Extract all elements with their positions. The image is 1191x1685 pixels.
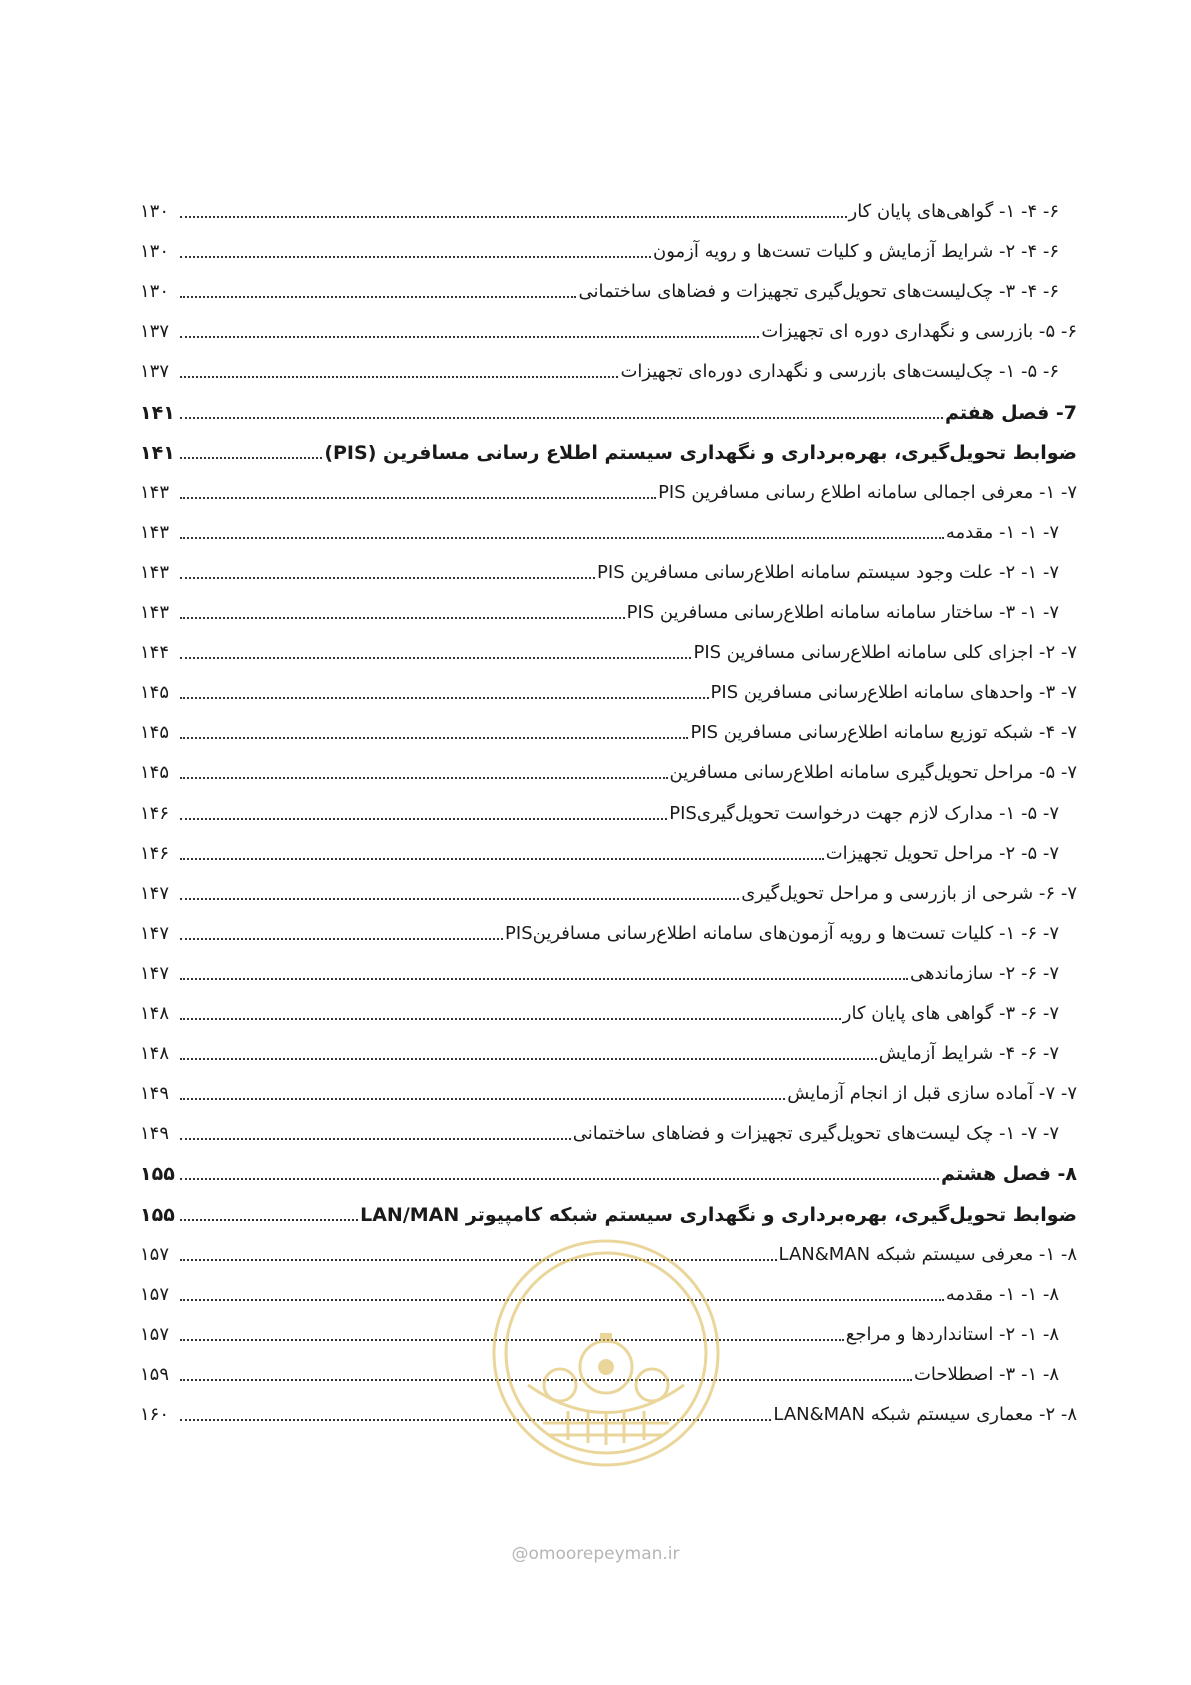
toc-entry-title: ۷- ۱- ۳- ساختار سامانه سامانه اطلاع‌رسانی مسافرین PIS	[626, 602, 1059, 623]
toc-entry[interactable]	[140, 314, 1077, 344]
toc-entry-title: ۶- ۵- بازرسی و نگهداری دوره ای تجهیزات	[761, 321, 1077, 343]
toc-dot-leader	[180, 897, 739, 900]
toc-entry-page: ۱۴۳	[140, 481, 170, 503]
toc-entry[interactable]	[140, 515, 1077, 545]
toc-entry-page: ۱۴۶	[140, 802, 170, 824]
toc-entry-page: ۱۳۰	[140, 201, 170, 222]
toc-entry-title: ۸- ۲- معماری سیستم شبکه LAN&MAN	[773, 1404, 1077, 1425]
toc-entry[interactable]	[140, 274, 1077, 304]
toc-entry[interactable]	[140, 1036, 1077, 1066]
toc-dot-leader	[180, 335, 759, 338]
toc-dot-leader	[180, 576, 595, 579]
toc-entry[interactable]	[140, 796, 1077, 826]
toc-dot-leader	[180, 1137, 571, 1140]
toc-entry[interactable]	[140, 1116, 1077, 1146]
toc-entry[interactable]	[140, 475, 1077, 505]
toc-entry-page: ۱۵۵	[140, 1163, 175, 1186]
toc-entry-title: ۶- ۴- ۳- چک‌لیست‌های تحویل‌گیری تجهیزات و فضاهای ساختمانی	[578, 281, 1059, 303]
toc-dot-leader	[180, 656, 691, 659]
toc-entry-title: ضوابط تحویل‌گیری، بهره‌برداری و نگهداری سیستم اطلاع رسانی مسافرین (PIS)	[324, 441, 1077, 464]
toc-entry-title: ۷- ۷- آماده سازی قبل از انجام آزمایش	[787, 1083, 1077, 1105]
toc-entry-page: ۱۴۹	[140, 1123, 170, 1145]
toc-entry[interactable]	[140, 354, 1077, 384]
toc-entry[interactable]	[140, 555, 1077, 585]
toc-dot-leader	[180, 295, 576, 298]
toc-entry[interactable]	[140, 715, 1077, 745]
toc-entry-title: ۷- ۱- ۱- مقدمه	[945, 521, 1059, 543]
toc-entry-title: ۷- ۶- ۴- شرایط آزمایش	[878, 1043, 1059, 1065]
toc-entry-page: ۱۴۶	[140, 842, 170, 864]
toc-entry-title: ضوابط تحویل‌گیری، بهره‌برداری و نگهداری سیستم شبکه کامپیوتر LAN/MAN	[360, 1203, 1077, 1226]
toc-entry[interactable]	[140, 996, 1077, 1026]
toc-entry[interactable]	[140, 755, 1077, 785]
toc-entry-page: ۱۵۵	[140, 1203, 175, 1226]
toc-entry-page: ۱۳۷	[140, 321, 170, 343]
toc-entry-page: ۱۴۸	[140, 1003, 170, 1024]
toc-entry[interactable]	[140, 395, 1077, 425]
watermark-url: @omoorepeyman.ir	[511, 1544, 680, 1564]
watermark-seal-icon	[488, 1235, 724, 1471]
toc-entry-page: ۱۴۷	[140, 962, 170, 984]
toc-entry[interactable]	[140, 635, 1077, 665]
toc-entry[interactable]	[140, 956, 1077, 986]
toc-entry-title: ۶- ۴- ۲- شرایط آزمایش و کلیات تست‌ها و رویه آزمون	[653, 241, 1059, 263]
toc-dot-leader	[180, 1097, 785, 1100]
toc-entry-title: ۸- ۱- ۳- اصطلاحات	[913, 1363, 1059, 1385]
toc-entry-page: ۱۴۱	[140, 441, 175, 464]
toc-dot-leader	[180, 416, 943, 419]
toc-dot-leader	[180, 255, 651, 258]
toc-entry-title: 7- فصل هفتم	[945, 401, 1077, 424]
toc-entry-page: ۱۳۷	[140, 361, 170, 383]
toc-entry-page: ۱۴۵	[140, 762, 170, 784]
toc-entry-title: ۶- ۵- ۱- چک‌لیست‌های بازرسی و نگهداری دوره‌ای تجهیزات	[620, 361, 1059, 383]
toc-entry[interactable]	[140, 916, 1077, 946]
toc-entry-page: ۱۵۹	[140, 1363, 170, 1385]
toc-entry-page: ۱۴۳	[140, 602, 170, 623]
toc-entry-page: ۱۴۴	[140, 642, 170, 664]
toc-entry[interactable]	[140, 1076, 1077, 1106]
toc-entry-page: ۱۵۷	[140, 1283, 170, 1305]
toc-entry[interactable]	[140, 194, 1077, 224]
toc-entry-title: ۸- ۱- معرفی سیستم شبکه LAN&MAN	[778, 1243, 1077, 1265]
toc-dot-leader	[180, 1218, 358, 1221]
toc-dot-leader	[180, 375, 618, 378]
toc-entry-page: ۱۴۳	[140, 561, 170, 583]
toc-entry-title: ۷- ۶- ۱- کلیات تست‌ها و رویه آزمون‌های سامانه اطلاع‌رسانی مسافرینPIS	[505, 922, 1059, 944]
toc-entry-page: ۱۴۹	[140, 1083, 170, 1105]
toc-entry[interactable]	[140, 1197, 1077, 1227]
toc-dot-leader	[180, 1057, 877, 1060]
toc-entry-page: ۱۳۰	[140, 241, 170, 263]
toc-entry-title: ۷- ۵- ۱- مدارک لازم جهت درخواست تحویل‌گیریPIS	[669, 802, 1059, 824]
toc-entry[interactable]	[140, 836, 1077, 866]
toc-entry-page: ۱۴۵	[140, 682, 170, 704]
toc-entry-title: ۷- ۱- ۲- علت وجود سیستم سامانه اطلاع‌رسانی مسافرین PIS	[597, 561, 1059, 583]
toc-dot-leader	[180, 977, 908, 980]
toc-entry-page: ۱۶۰	[140, 1404, 170, 1425]
toc-entry-title: ۷- ۶- شرحی از بازرسی و مراحل تحویل‌گیری	[741, 882, 1077, 904]
toc-entry-title: ۷- ۱- معرفی اجمالی سامانه اطلاع رسانی مسافرین PIS	[658, 481, 1077, 503]
toc-dot-leader	[180, 857, 824, 860]
toc-entry-title: ۸- ۱- ۱- مقدمه	[945, 1283, 1059, 1305]
toc-entry-page: ۱۵۷	[140, 1323, 170, 1345]
toc-entry-page: ۱۴۷	[140, 882, 170, 904]
toc-entry[interactable]	[140, 876, 1077, 906]
toc-entry-title: ۷- ۳- واحدهای سامانه اطلاع‌رسانی مسافرین PIS	[710, 682, 1077, 704]
toc-dot-leader	[180, 496, 656, 499]
toc-dot-leader	[180, 215, 847, 218]
toc-entry[interactable]	[140, 234, 1077, 264]
toc-entry-title: ۷- ۷- ۱- چک لیست‌های تحویل‌گیری تجهیزات و فضاهای ساختمانی	[572, 1123, 1059, 1145]
toc-entry-page: ۱۴۸	[140, 1043, 170, 1065]
toc-dot-leader	[180, 456, 322, 459]
toc-entry-page: ۱۳۰	[140, 281, 170, 303]
toc-entry[interactable]	[140, 435, 1077, 465]
toc-entry-title: ۸- فصل هشتم	[940, 1163, 1077, 1186]
toc-entry-title: ۷- ۶- ۲- سازماندهی	[909, 962, 1059, 984]
toc-entry-title: ۷- ۴- شبکه توزیع سامانه اطلاع‌رسانی مسافرین PIS	[690, 722, 1077, 744]
toc-entry-title: ۷- ۵- مراحل تحویل‌گیری سامانه اطلاع‌رسانی مسافرین	[669, 762, 1077, 784]
toc-entry-page: ۱۴۳	[140, 521, 170, 543]
toc-dot-leader	[180, 1177, 939, 1180]
toc-entry-page: ۱۴۱	[140, 401, 175, 424]
toc-entry-title: ۸- ۱- ۲- استانداردها و مراجع	[845, 1323, 1059, 1345]
toc-dot-leader	[180, 736, 688, 739]
toc-entry[interactable]	[140, 595, 1077, 625]
toc-entry[interactable]	[140, 675, 1077, 705]
toc-entry-title: ۶- ۴- ۱- گواهی‌های پایان کار	[848, 201, 1059, 222]
toc-dot-leader	[180, 616, 625, 619]
toc-entry[interactable]	[140, 1156, 1077, 1186]
toc-entry-page: ۱۴۷	[140, 922, 170, 944]
toc-dot-leader	[180, 817, 667, 820]
toc-entry-page: ۱۴۵	[140, 722, 170, 744]
toc-dot-leader	[180, 1017, 841, 1020]
toc-dot-leader	[180, 776, 668, 779]
toc-dot-leader	[180, 937, 503, 940]
toc-entry-title: ۷- ۶- ۳- گواهی های پایان کار	[842, 1003, 1059, 1024]
toc-dot-leader	[180, 696, 709, 699]
toc-entry-title: ۷- ۵- ۲- مراحل تحویل تجهیزات	[825, 842, 1059, 864]
toc-dot-leader	[180, 536, 944, 539]
toc-entry-title: ۷- ۲- اجزای کلی سامانه اطلاع‌رسانی مسافرین PIS	[693, 642, 1077, 664]
toc-entry-page: ۱۵۷	[140, 1243, 170, 1265]
